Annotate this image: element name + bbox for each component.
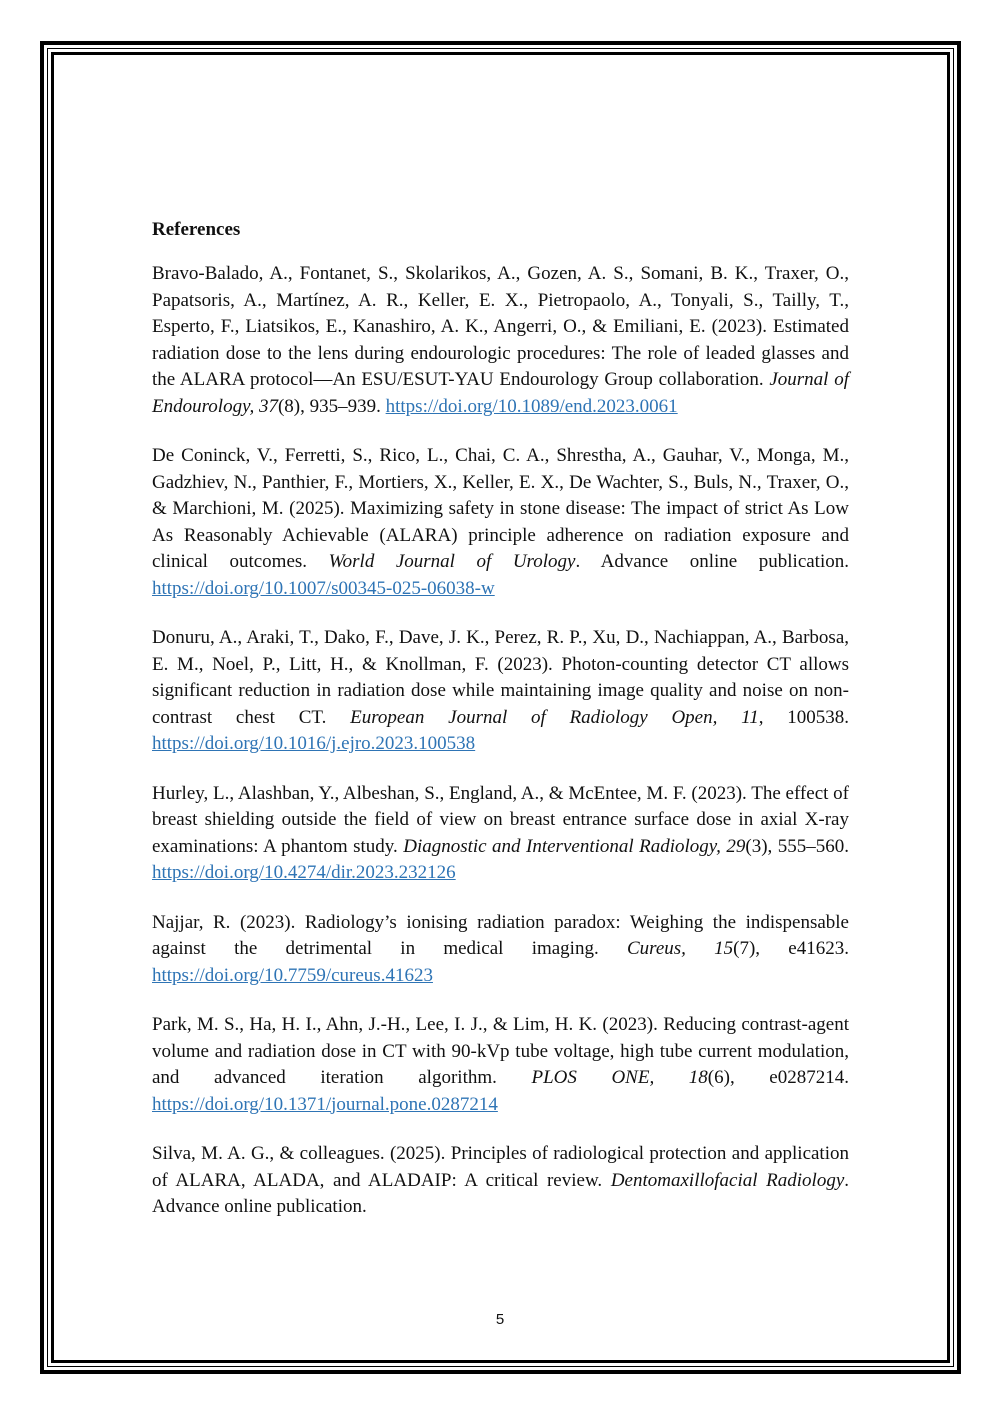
reference-details: . Advance online publication. xyxy=(575,551,849,572)
references-section xyxy=(152,217,849,1244)
reference-text: Park, M. S., Ha, H. I., Ahn, J.-H., Lee, I. J., & Lim, H. K. (2023). Reducing contrast-agent volume and radiation dose in CT with 90-kVp tube voltage, high tube current modulation, and advanced iteration algorithm. xyxy=(152,1014,849,1088)
reference-details: , 100538. xyxy=(758,706,849,728)
doi-link[interactable]: https://doi.org/10.1007/s00345-025-06038-w xyxy=(152,577,495,599)
reference-journal: World Journal of Urology xyxy=(328,551,576,572)
reference-entry xyxy=(152,261,849,420)
reference-text: Silva, M. A. G., & colleagues. (2025). Principles of radiological protection and application of ALARA, ALADA, and ALADAIP: A critical review. xyxy=(152,1143,849,1191)
references-heading: References xyxy=(152,219,241,240)
doi-link[interactable]: https://doi.org/10.1371/journal.pone.0287214 xyxy=(152,1093,498,1115)
reference-entry xyxy=(152,781,849,887)
doi-link[interactable]: https://doi.org/10.7759/cureus.41623 xyxy=(152,964,433,986)
reference-journal: PLOS ONE, 18 xyxy=(531,1067,708,1088)
reference-text: Najjar, R. (2023). Radiology’s ionising radiation paradox: Weighing the indispensable against the detrimental in medical imaging. xyxy=(152,911,849,959)
reference-details: (7), e41623. xyxy=(733,938,849,959)
reference-journal: Journal of Endourology, 37 xyxy=(152,369,849,417)
reference-journal: European Journal of Radiology Open, 11 xyxy=(350,706,759,728)
reference-text: Donuru, A., Araki, T., Dako, F., Dave, J. K., Perez, R. P., Xu, D., Nachiappan, A., Barbosa, E. M., Noel, P., Litt, H., & Knollman, F. (2023). Photon-counting detector CT allows significant reduction in radiation dose while maintaining image quality and noise on non-contrast chest CT. xyxy=(152,627,849,728)
reference-entry xyxy=(152,910,849,990)
page-number: 5 xyxy=(495,1311,505,1328)
reference-journal: Dentomaxillofacial Radiology xyxy=(610,1169,845,1191)
reference-details: (8), 935–939. xyxy=(277,395,386,417)
doi-link[interactable]: https://doi.org/10.4274/dir.2023.232126 xyxy=(152,862,456,883)
reference-text: Hurley, L., Alashban, Y., Albeshan, S., England, A., & McEntee, M. F. (2023). The effect of breast shielding outside the field of view on breast entrance surface dose in axial X-ray examinations: A phantom study. xyxy=(152,782,849,857)
reference-details: (3), 555–560. xyxy=(745,835,849,857)
reference-entry xyxy=(152,625,849,758)
doi-link[interactable]: https://doi.org/10.1016/j.ejro.2023.100538 xyxy=(152,733,476,754)
reference-entry xyxy=(152,443,849,602)
reference-entry xyxy=(152,1141,849,1221)
reference-entry xyxy=(152,1012,849,1118)
reference-journal: Diagnostic and Interventional Radiology, 29 xyxy=(403,835,746,857)
reference-text: De Coninck, V., Ferretti, S., Rico, L., Chai, C. A., Shrestha, A., Gauhar, V., Monga, M., Gadzhiev, N., Panthier, F., Mortiers, X., Keller, E. X., De Wachter, S., Buls, N., Traxer, O., & Marchioni, M. (2025). Maximizing safety in stone disease: The impact of strict As Low As Reasonably Achievable (ALARA) principle adherence on radiation exposure and clinical outcomes. xyxy=(152,445,849,572)
reference-text: Bravo-Balado, A., Fontanet, S., Skolarikos, A., Gozen, A. S., Somani, B. K., Traxer, O., Papatsoris, A., Martínez, A. R., Keller, E. X., Pietropaolo, A., Tonyali, S., Tailly, T., Esperto, F., Liatsikos, E., Kanashiro, A. K., Angerri, O., & Emiliani, E. (2023). Estimated radiation dose to the lens during endourologic procedures: The role of leaded glasses and the ALARA protocol—An ESU/ESUT-YAU Endourology Group collaboration. xyxy=(152,263,849,390)
reference-details: (6), e0287214. xyxy=(707,1067,849,1088)
reference-journal: Cureus, 15 xyxy=(626,938,734,959)
reference-details: . Advance online publication. xyxy=(152,1169,849,1217)
doi-link[interactable]: https://doi.org/10.1089/end.2023.0061 xyxy=(385,395,678,417)
